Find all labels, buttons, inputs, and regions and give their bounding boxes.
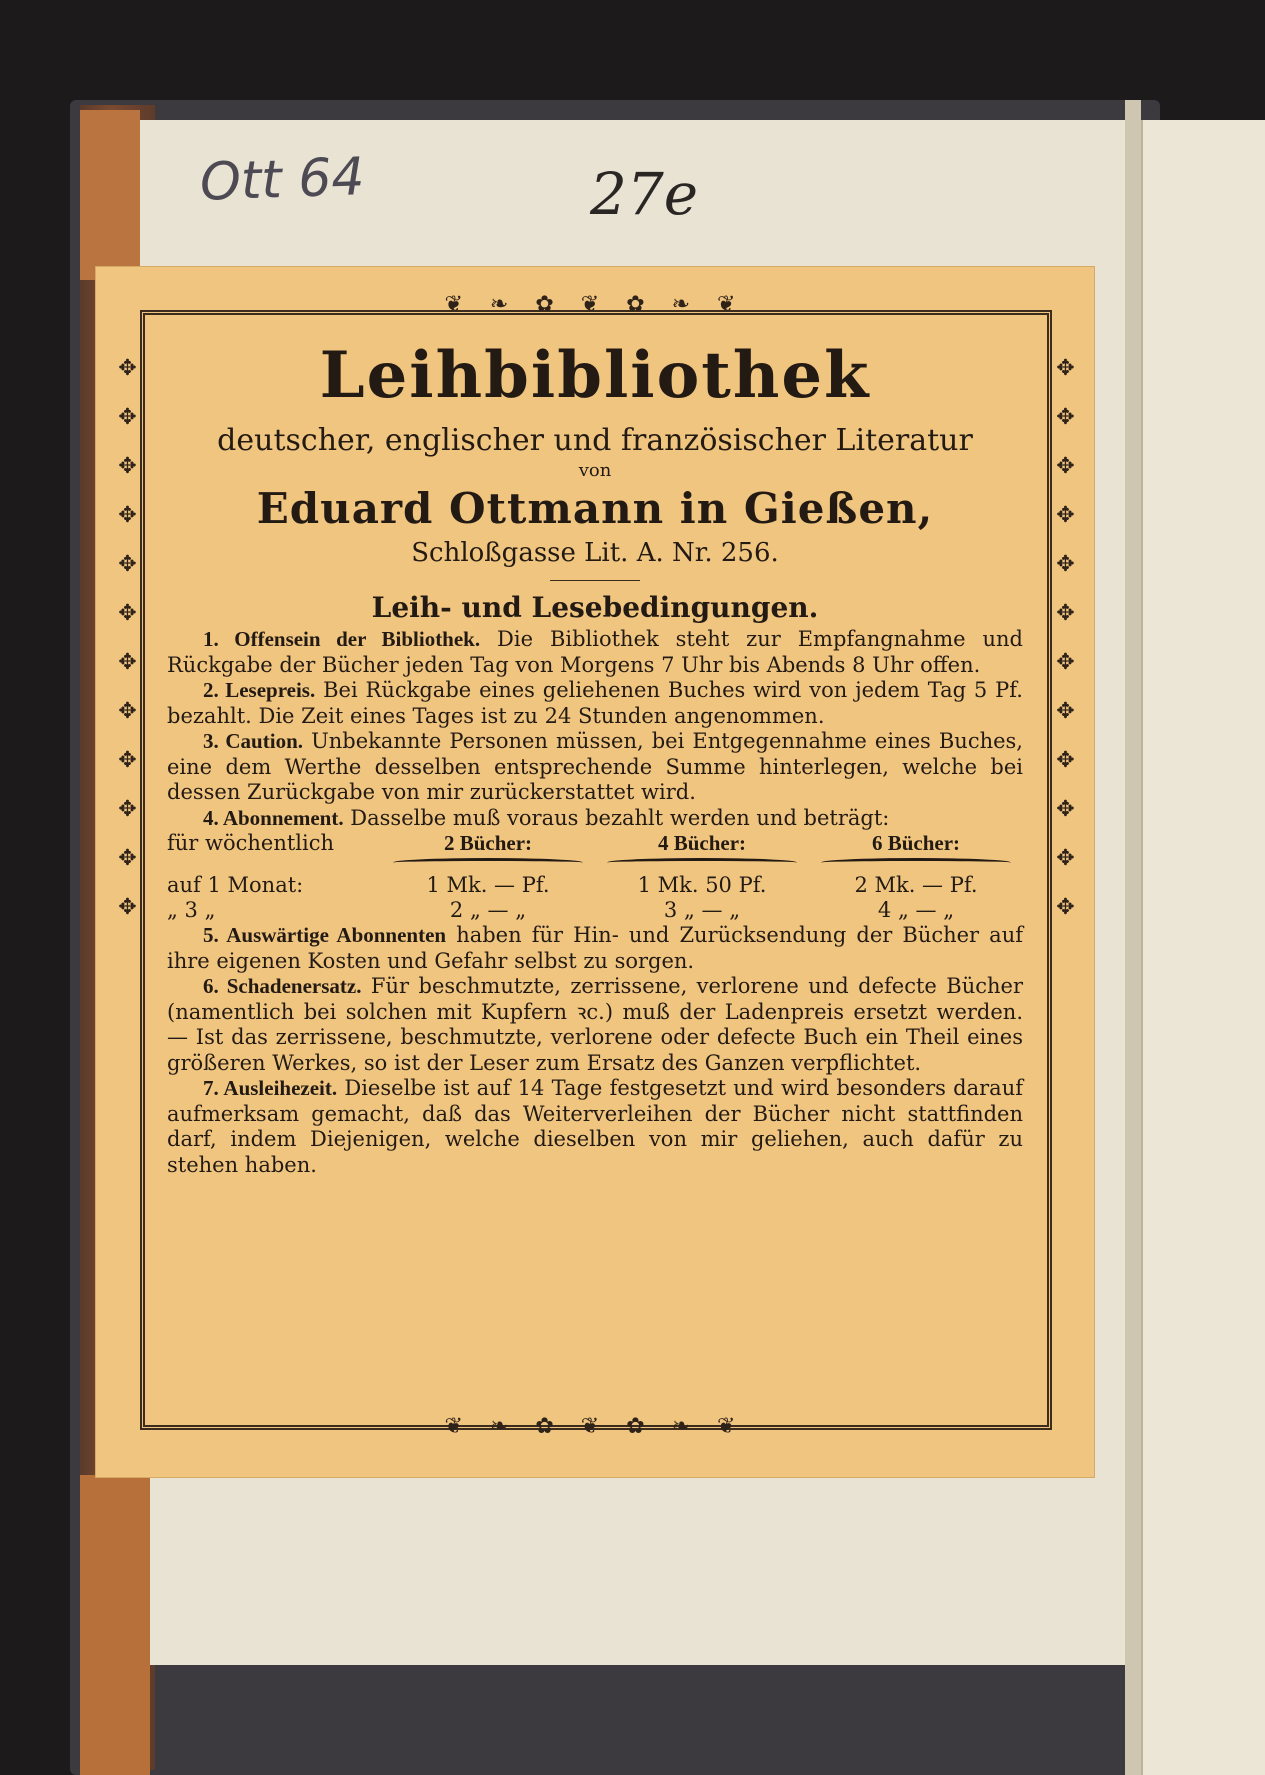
rule-lead: 5. Auswärtige Abonnenten: [203, 923, 447, 947]
table-cell: 1 Mk. — Pf.: [426, 873, 550, 897]
abonnement-table: [167, 831, 1023, 923]
facing-page-edge: [1141, 120, 1265, 1775]
rule-1: [167, 627, 1023, 678]
table-header: [595, 831, 809, 873]
divider: [550, 580, 640, 581]
rule-text: haben für Hin- und Zurücksendung der Bücher auf ihre eigenen Kosten und Gefahr selbst zu sorgen.: [167, 923, 1023, 973]
library-label: [95, 266, 1095, 1478]
rule-7: [167, 1076, 1023, 1178]
table-header-row: [167, 831, 1023, 873]
table-header-text: 6 Bücher:: [871, 831, 961, 855]
table-row-label-header: für wöchentlich: [167, 831, 335, 855]
leather-corner-top: [80, 110, 140, 280]
table-header-text: 2 Bücher:: [443, 831, 533, 855]
rule-5: [167, 923, 1023, 974]
ornament-right-icon: ✥✥✥✥✥✥✥✥✥✥✥✥: [1053, 356, 1078, 944]
rule-4: [167, 806, 1023, 832]
swash-icon: [607, 858, 797, 867]
rule-text: Bei Rückgabe eines geliehenen Buches wird von jedem Tag 5 Pf. bezahlt. Die Zeit eines Tages ist zu 24 Stunden angenommen.: [167, 678, 1023, 728]
table-row-label: „ 3 „: [167, 898, 216, 922]
table-header: [381, 831, 595, 873]
rule-lead: 6. Schadenersatz.: [203, 974, 362, 998]
table-row-label: auf 1 Monat:: [167, 873, 304, 897]
rule-6: [167, 974, 1023, 1076]
leather-corner-bottom: [80, 1475, 150, 1775]
rule-text: Unbekannte Personen müssen, bei Entgegennahme eines Buches, eine dem Werthe desselben entsprechende Summe hinterlegen, welche bei dessen Zurückgabe von mir zurückerstattet wird.: [167, 729, 1023, 804]
rule-text: Für beschmutzte, zerrissene, verlorene und defecte Bücher (namentlich bei solchen mit Kupfern ꝛc.) muß der Ladenpreis ersetzt werden. — Ist das zerrissene, beschmutzte, verlorene oder defecte Buch ein Theil eines größeren Werkes, so ist der Leser zum Ersatz des Ganzen verpflichtet.: [167, 974, 1023, 1075]
rule-lead: 1. Offensein der Bibliothek.: [203, 627, 481, 651]
label-title: Leihbibliothek: [319, 338, 871, 413]
label-subtitle: deutscher, englischer und französischer Literatur: [217, 423, 973, 458]
ornament-top-icon: ❦ ❧ ✿ ❦ ✿ ❧ ❦: [444, 292, 746, 317]
table-cell: 3 „ — „: [663, 898, 741, 922]
table-row: [167, 898, 1023, 923]
rule-text: Die Bibliothek steht zur Empfangnahme und Rückgabe der Bücher jeden Tag von Morgens 7 Uhr bis Abends 8 Uhr offen.: [167, 627, 1023, 677]
table-row: [167, 873, 1023, 898]
rule-3: [167, 729, 1023, 806]
rule-text: Dasselbe muß voraus bezahlt werden und beträgt:: [343, 805, 890, 830]
swash-icon: [393, 858, 583, 867]
rule-lead: 7. Ausleihezeit.: [203, 1076, 338, 1100]
ornament-left-icon: ✥✥✥✥✥✥✥✥✥✥✥✥: [115, 356, 140, 944]
ornament-bottom-icon: ❦ ❧ ✿ ❦ ✿ ❧ ❦: [444, 1414, 746, 1439]
swash-icon: [821, 858, 1011, 867]
gutter: [1125, 100, 1141, 1775]
table-header: [809, 831, 1023, 873]
table-cell: 2 „ — „: [449, 898, 527, 922]
rule-lead: 2. Lesepreis.: [203, 678, 316, 702]
table-header-text: 4 Bücher:: [657, 831, 747, 855]
table-cell: 4 „ — „: [877, 898, 955, 922]
label-von: von: [578, 460, 612, 481]
handwritten-shelfmark: Ott 64: [199, 147, 366, 213]
label-content: [167, 336, 1023, 1426]
label-owner: Eduard Ottmann in Gießen,: [256, 484, 934, 533]
rule-lead: 3. Caution.: [203, 729, 303, 753]
rule-2: [167, 678, 1023, 729]
label-address: Schloßgasse Lit. A. Nr. 256.: [411, 538, 779, 568]
table-cell: 1 Mk. 50 Pf.: [637, 873, 767, 897]
section-title: Leih- und Lesebedingungen.: [371, 591, 819, 624]
rule-text: Dieselbe ist auf 14 Tage festgesetzt und wird besonders darauf aufmerksam gemacht, daß das Weiterverleihen der Bücher nicht stattfinden darf, indem Diejenigen, welche dieselben von mir geliehen, auch dafür zu stehen haben.: [167, 1076, 1023, 1177]
handwritten-number: 27e: [590, 160, 699, 228]
table-cell: 2 Mk. — Pf.: [854, 873, 978, 897]
rule-lead: 4. Abonnement.: [203, 805, 344, 830]
